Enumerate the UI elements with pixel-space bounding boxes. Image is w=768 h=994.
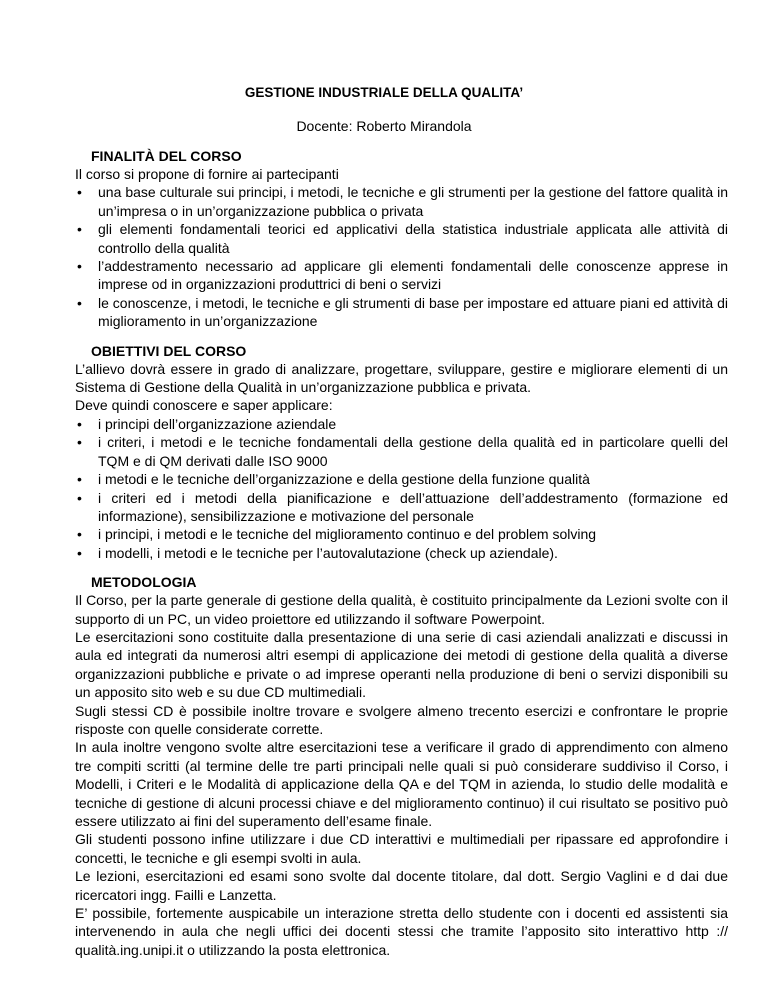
section-heading: OBIETTIVI DEL CORSO [91, 342, 247, 359]
section-intro: L’allievo dovrà essere in grado di analizzare, progettare, sviluppare, gestire e migliorare elementi di un Sistema di Gestione della Qualità in un’organizzazione pubblica e privata. [75, 360, 728, 396]
paragraph: E’ possibile, fortemente auspicabile un interazione stretta dello studente con i docenti ed assistenti sia intervenendo in aula che negli uffici dei docenti stessi che tramite l’apposito sito interattivo http :// qualità.ing.unipi.it o utilizzando la posta elettronica. [75, 905, 728, 958]
section-finalita [75, 147, 728, 331]
list-item: • i principi, i metodi e le tecniche del miglioramento continuo e del problem solving [75, 525, 728, 543]
list-item: • le conoscenze, i metodi, le tecniche e gli strumenti di base per impostare ed attuare piani ed attività di miglioramento in un’organizzazione [75, 294, 728, 331]
paragraph: Gli studenti possono infine utilizzare i due CD interattivi e multimediali per ripassare ed approfondire i concetti, le tecniche e gli esempi svolti in aula. [75, 831, 728, 866]
section-obiettivi [75, 342, 728, 562]
section-intro-2: Deve quindi conoscere e saper applicare: [75, 397, 333, 414]
list-item: • i criteri ed i metodi della pianificazione e dell’attuazione dell’addestramento (formazione ed informazione), sensibilizzazione e motivazione del personale [75, 489, 728, 526]
list-item: • l’addestramento necessario ad applicare gli elementi fondamentali delle conoscenze apprese in imprese od in organizzazioni produttrici di beni o servizi [75, 257, 728, 294]
paragraph: Le esercitazioni sono costituite dalla presentazione di una serie di casi aziendali analizzati e discussi in aula ed integrati da numerosi altri esempi di applicazione dei metodi di gestione della qualità a diverse organizzazioni pubbliche e private o ad imprese operanti nella produzione di beni o servizi disponibili su un apposito sito web e su due CD multimediali. [75, 628, 728, 701]
paragraph: In aula inoltre vengono svolte altre esercitazioni tese a verificare il grado di apprendimento con almeno tre compiti scritti (al termine delle tre parti principali nelle quali si può considerare suddiviso il Corso, i Modelli, i Criteri e le Modalità di applicazione della QA e del TQM in azienda, lo studio delle modalità e tecniche di gestione di alcuni processi chiave e del miglioramento continuo) il cui risultato se positivo può essere utilizzato ai fini del superamento dell’esame finale. [75, 739, 728, 829]
list-item: • i principi dell’organizzazione aziendale [75, 415, 728, 433]
paragraph: Sugli stessi CD è possibile inoltre trovare e svolgere almeno trecento esercizi e confrontare le proprie risposte con quelle considerate corrette. [75, 702, 728, 737]
document-title: GESTIONE INDUSTRIALE DELLA QUALITA’ [244, 85, 524, 100]
teacher-line: Docente: Roberto Mirandola [296, 118, 472, 134]
list-item: • i metodi e le tecniche dell’organizzazione e della gestione della funzione qualità [75, 470, 728, 488]
section-metodologia [75, 573, 728, 959]
bullet-list [75, 183, 728, 330]
list-item: • i modelli, i metodi e le tecniche per l’autovalutazione (check up aziendale). [75, 544, 728, 562]
bullet-list [75, 415, 728, 562]
section-heading: FINALITÀ DEL CORSO [91, 148, 242, 164]
list-item: • gli elementi fondamentali teorici ed applicativi della statistica industriale applicata alle attività di controllo della qualità [75, 220, 728, 257]
section-heading: METODOLOGIA [91, 574, 197, 591]
document-body [75, 147, 728, 959]
paragraph: Le lezioni, esercitazioni ed esami sono svolte dal docente titolare, dal dott. Sergio Vaglini e d dai due ricercatori ingg. Failli e Lanzetta. [75, 868, 728, 903]
list-item: • una base culturale sui principi, i metodi, le tecniche e gli strumenti per la gestione del fattore qualità in un’impresa o in un’organizzazione pubblica o privata [75, 183, 728, 220]
paragraph: Il Corso, per la parte generale di gestione della qualità, è costituito principalmente da Lezioni svolte con il supporto di un PC, un video proiettore ed utilizzando il software Powerpoint. [75, 592, 728, 627]
section-intro: Il corso si propone di fornire ai partecipanti [75, 166, 339, 182]
list-item: • i criteri, i metodi e le tecniche fondamentali della gestione della qualità ed in particolare quelli del TQM e di QM derivati dalle ISO 9000 [75, 433, 728, 470]
